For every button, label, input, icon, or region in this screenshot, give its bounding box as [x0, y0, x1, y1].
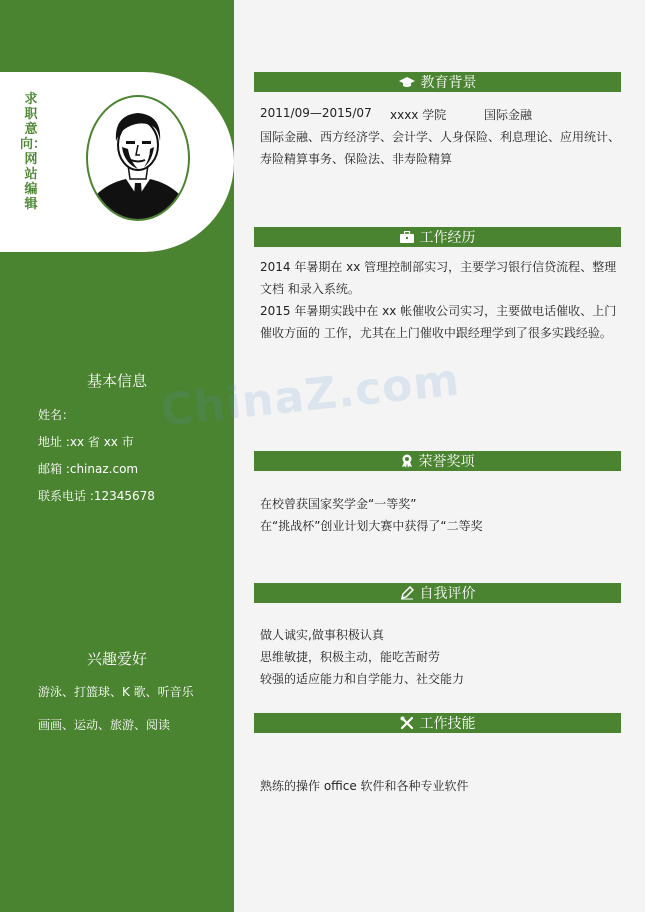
self-eval-header: [254, 583, 621, 603]
education-courses-2: 寿险精算事务、保险法、非寿险精算: [260, 152, 453, 166]
education-header: [254, 72, 621, 92]
honors-line-1: 在校曾获国家奖学金“一等奖”: [260, 497, 417, 511]
job-intent: 求职意向：网站编辑: [20, 92, 47, 212]
hobbies-title: 兴趣爱好: [86, 650, 147, 668]
hobbies-line-1: 游泳、打篮球、K 歌、听音乐: [38, 685, 194, 699]
skills-title: 工作技能: [419, 716, 476, 732]
self-eval-line-1: 做人诚实,做事积极认真: [260, 628, 384, 642]
education-courses-1: 国际金融、西方经济学、会计学、人身保险、利息理论、应用统计、: [260, 130, 621, 144]
skills-header: [254, 713, 621, 733]
hobbies-line-2: 画画、运动、旅游、阅读: [38, 718, 171, 732]
portrait-icon: [88, 97, 188, 219]
basic-info-title: 基本信息: [86, 372, 147, 390]
honors-title: 荣誉奖项: [418, 454, 475, 470]
name-line: 姓名：: [38, 408, 75, 422]
phone-line: 联系电话 :12345678: [38, 489, 155, 503]
education-school: xxxx 学院: [390, 108, 447, 122]
pencil-icon: [400, 586, 414, 600]
address-line: 地址 :xx 省 xx 市: [38, 435, 134, 449]
briefcase-icon: [400, 231, 414, 243]
education-period: 2011/09—2015/07: [260, 106, 372, 120]
work-line-2: 文档 和录入系统。: [260, 282, 360, 296]
avatar: [86, 95, 190, 221]
work-header: [254, 227, 621, 247]
watermark: ChinaZ.com: [158, 354, 463, 437]
honors-line-2: 在“挑战杯”创业计划大赛中获得了“二等奖: [260, 519, 483, 533]
education-major: 国际金融: [484, 108, 533, 122]
work-line-3: 2015 年暑期实践中在 xx 帐催收公司实习，主要做电话催收、上门: [260, 304, 617, 318]
work-line-1: 2014 年暑期在 xx 管理控制部实习，主要学习银行信贷流程、整理: [260, 260, 617, 274]
graduation-cap-icon: [399, 76, 415, 88]
self-eval-title: 自我评价: [419, 586, 476, 602]
medal-icon: [401, 454, 413, 468]
skills-line-1: 熟练的操作 office 软件和各种专业软件: [260, 779, 469, 793]
work-title: 工作经历: [419, 230, 476, 246]
email-line: 邮箱 :chinaz.com: [38, 462, 139, 476]
education-title: 教育背景: [420, 75, 477, 91]
tools-icon: [400, 716, 414, 730]
self-eval-line-2: 思维敏捷，积极主动，能吃苦耐劳: [260, 650, 441, 664]
work-line-4: 催收方面的 工作，尤其在上门催收中跟经理学到了很多实践经验。: [260, 326, 612, 340]
self-eval-line-3: 较强的适应能力和自学能力、社交能力: [260, 672, 465, 686]
honors-header: [254, 451, 621, 471]
